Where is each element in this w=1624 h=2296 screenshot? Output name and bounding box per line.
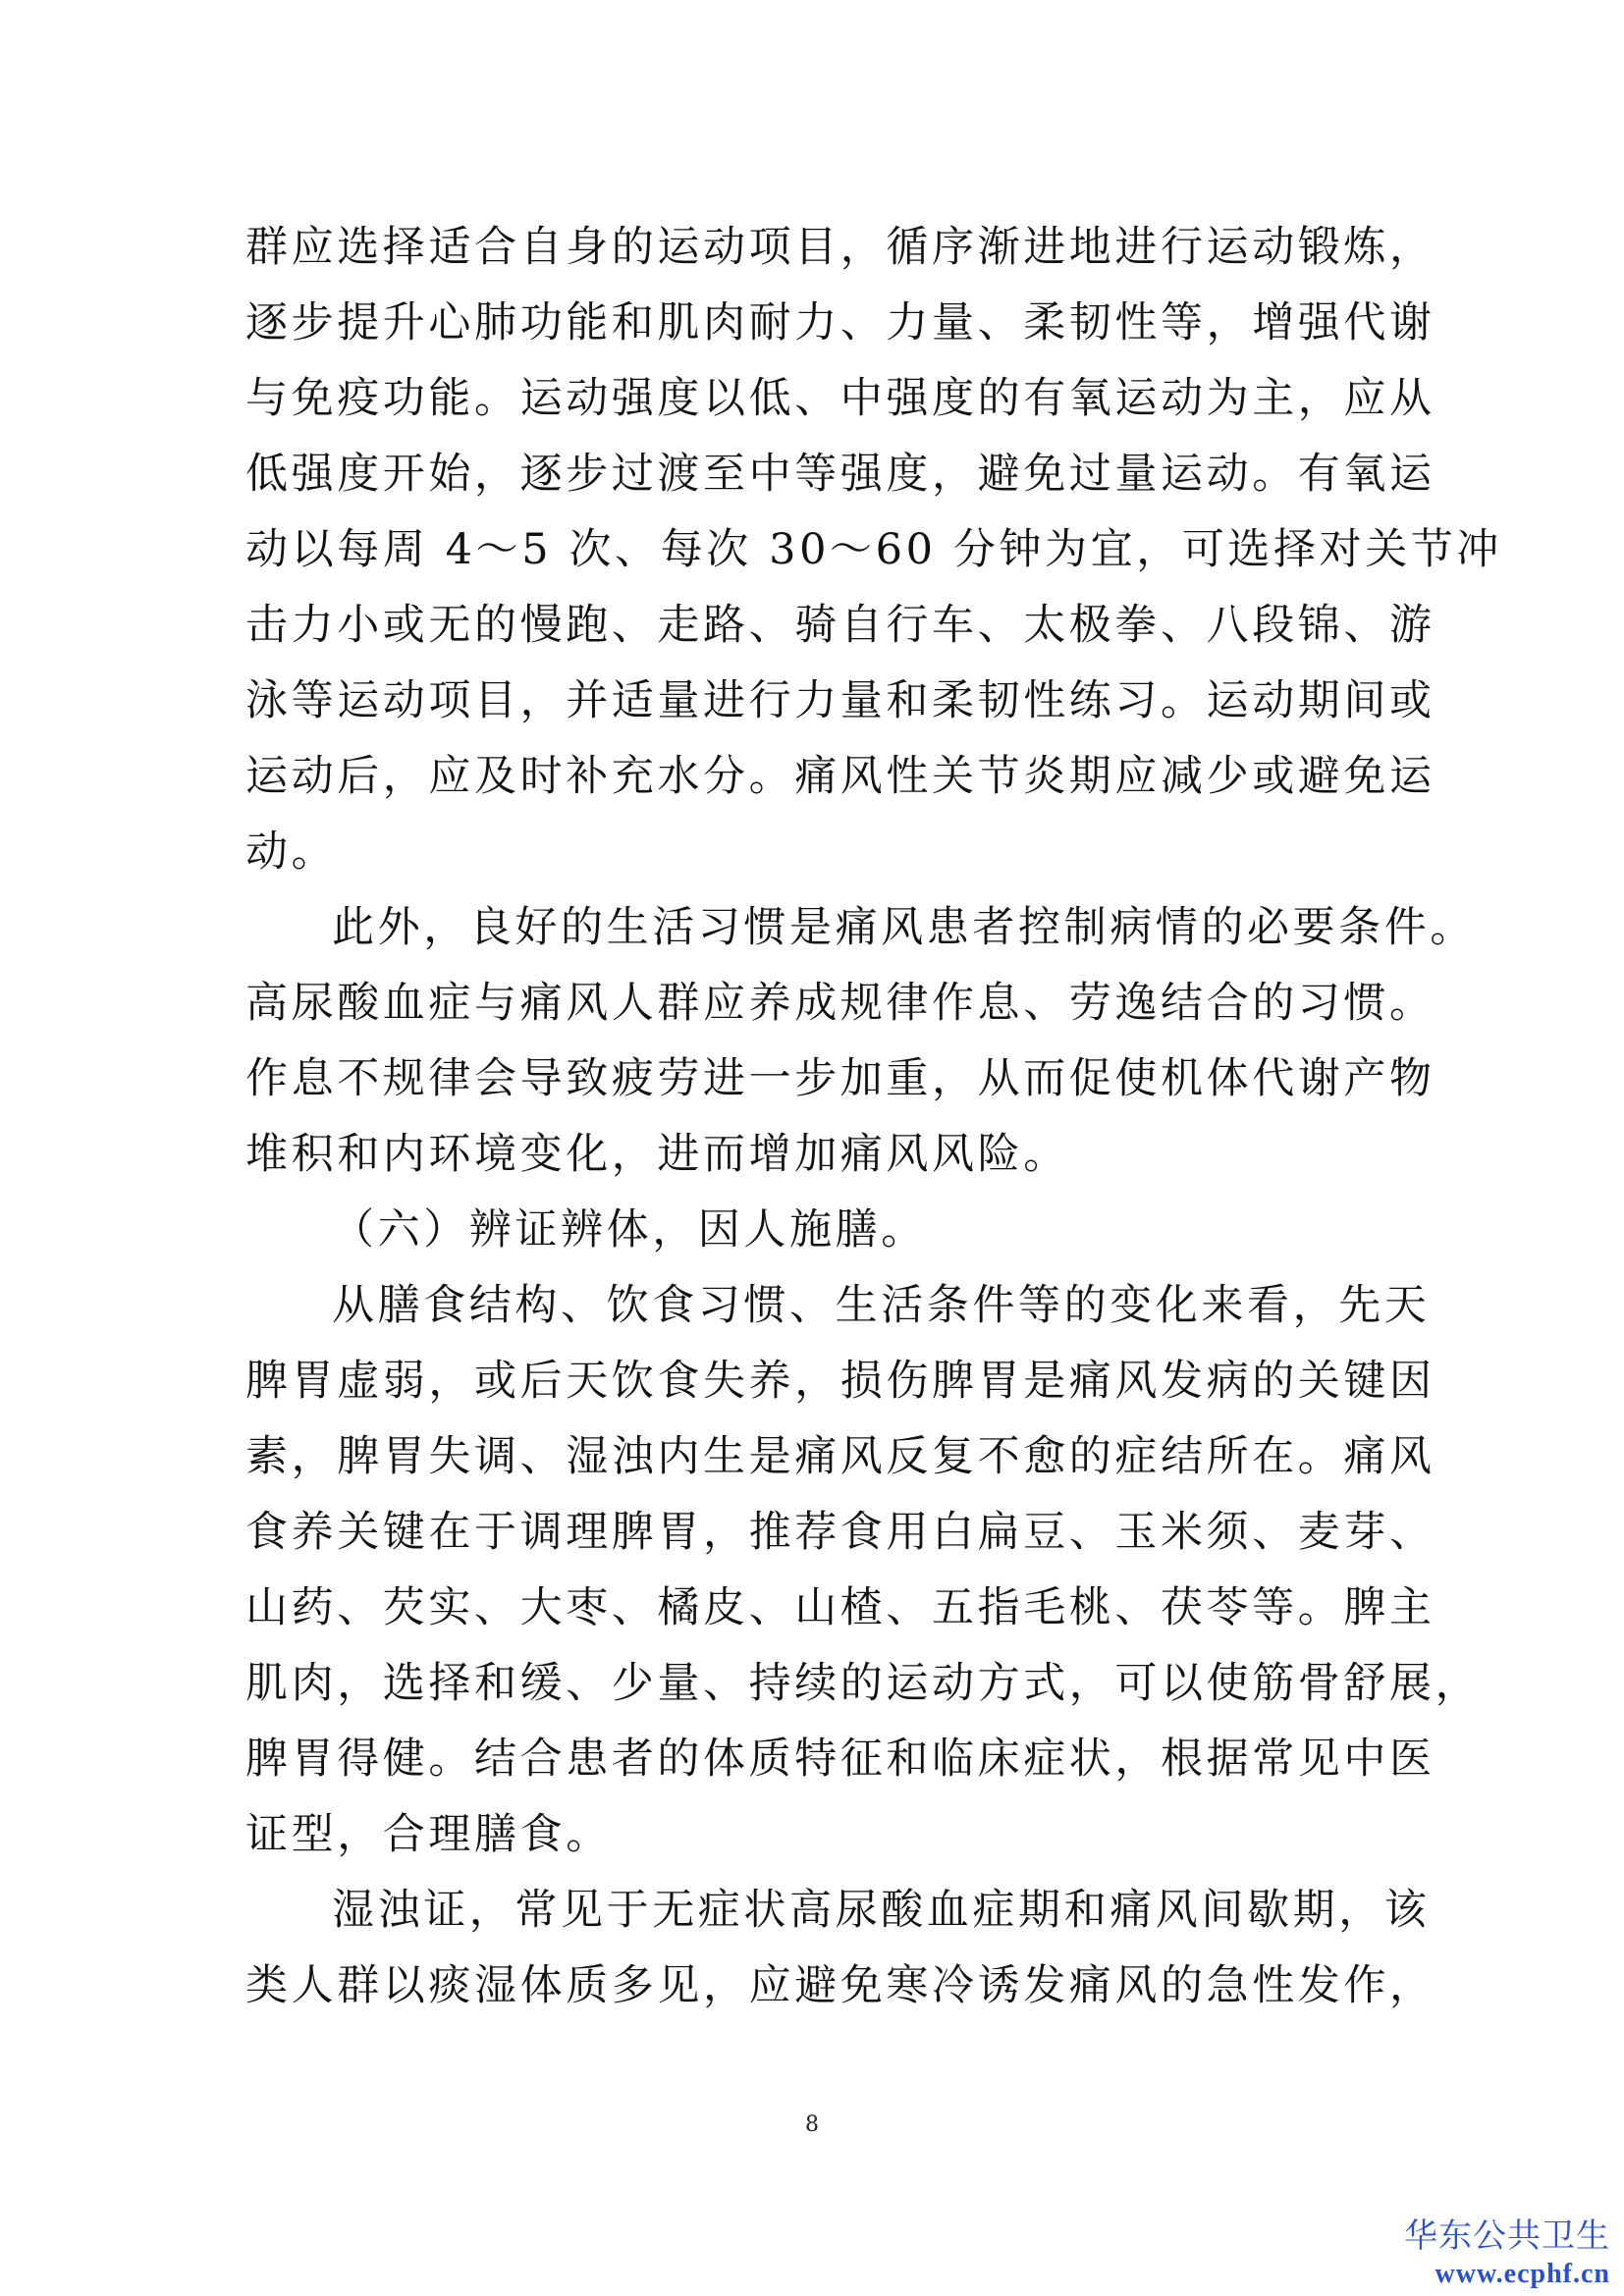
text-line: 堆积和内环境变化，进而增加痛风风险。 xyxy=(245,1130,1069,1179)
text-line: 击力小或无的慢跑、走路、骑自行车、太极拳、八段锦、游 xyxy=(245,601,1435,650)
page-number: 8 xyxy=(805,2112,819,2137)
text-line: 作息不规律会导致疲劳进一步加重，从而促使机体代谢产物 xyxy=(245,1054,1435,1103)
text-line: （六）辨证辨体，因人施膳。 xyxy=(332,1205,927,1255)
text-line: 动。 xyxy=(245,828,338,877)
text-line: 证型，合理膳食。 xyxy=(245,1810,612,1859)
watermark-name: 华东公共卫生 xyxy=(1404,2216,1610,2256)
text-line: 素，脾胃失调、湿浊内生是痛风反复不愈的症结所在。痛风 xyxy=(245,1432,1435,1481)
text-line: 运动后，应及时补充水分。痛风性关节炎期应减少或避免运 xyxy=(245,752,1435,801)
watermark xyxy=(1404,2215,1610,2291)
text-line: 低强度开始，逐步过渡至中等强度，避免过量运动。有氧运 xyxy=(245,450,1435,499)
body-text xyxy=(245,210,1503,2024)
text-line: 从膳食结构、饮食习惯、生活条件等的变化来看，先天 xyxy=(332,1281,1431,1330)
text-line: 类人群以痰湿体质多见，应避免寒冷诱发痛风的急性发作， xyxy=(245,1961,1435,2010)
text-line: 山药、芡实、大枣、橘皮、山楂、五指毛桃、茯苓等。脾主 xyxy=(245,1583,1435,1632)
text-line: 逐步提升心肺功能和肌肉耐力、力量、柔韧性等，增强代谢 xyxy=(245,298,1435,347)
text-line: 食养关键在于调理脾胃，推荐食用白扁豆、玉米须、麦芽、 xyxy=(245,1508,1435,1557)
text-line: 泳等运动项目，并适量进行力量和柔韧性练习。运动期间或 xyxy=(245,676,1435,725)
text-line: 高尿酸血症与痛风人群应养成规律作息、劳逸结合的习惯。 xyxy=(245,979,1435,1028)
text-line: 群应选择适合自身的运动项目，循序渐进地进行运动锻炼， xyxy=(245,223,1435,272)
text-line: 肌肉，选择和缓、少量、持续的运动方式，可以使筋骨舒展， xyxy=(245,1659,1482,1708)
text-line: 此外，良好的生活习惯是痛风患者控制病情的必要条件。 xyxy=(332,903,1476,952)
watermark-url: www.ecphf.cn xyxy=(1435,2259,1610,2289)
text-line: 脾胃虚弱，或后天饮食失养，损伤脾胃是痛风发病的关键因 xyxy=(245,1357,1435,1406)
text-line: 脾胃得健。结合患者的体质特征和临床症状，根据常见中医 xyxy=(245,1735,1435,1784)
text-line: 动以每周 4～5 次、每次 30～60 分钟为宜，可选择对关节冲 xyxy=(245,525,1503,574)
text-line: 与免疫功能。运动强度以低、中强度的有氧运动为主，应从 xyxy=(245,374,1435,423)
text-line: 湿浊证，常见于无症状高尿酸血症期和痛风间歇期，该 xyxy=(332,1886,1431,1935)
